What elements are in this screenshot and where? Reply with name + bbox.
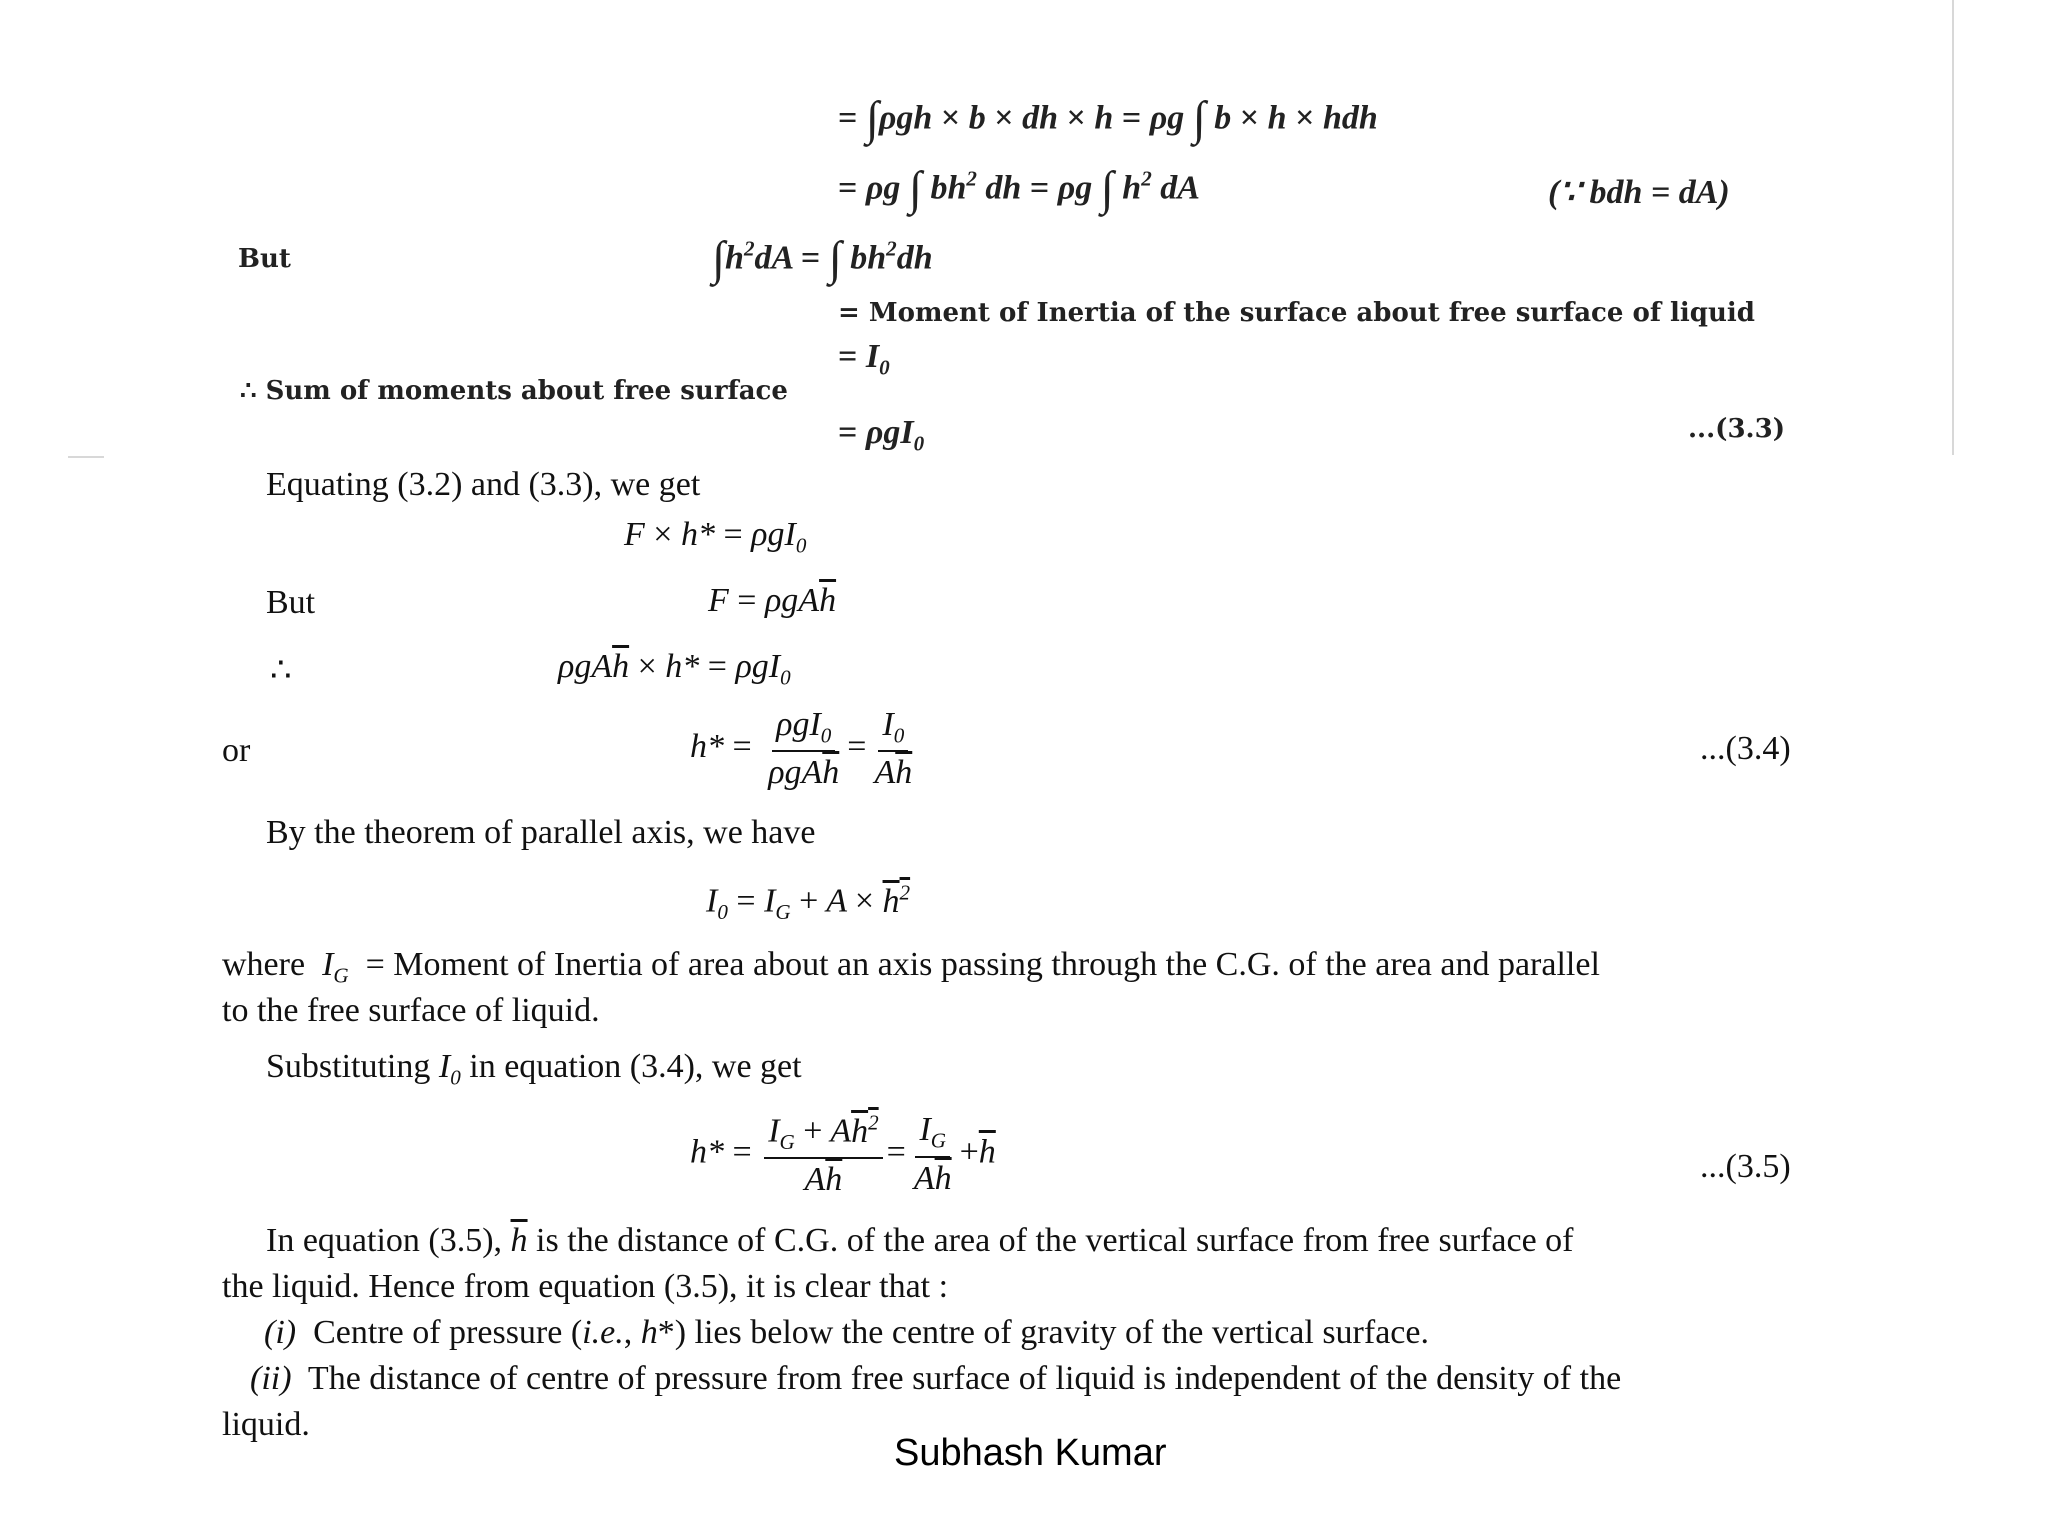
or-label: or (222, 732, 251, 769)
equation-number-3-4: ...(3.4) (1700, 730, 1791, 767)
equating-sentence: Equating (3.2) and (3.3), we get (266, 466, 701, 503)
equation-line-3: $\int h^2dA$ = ∫ $bh^2dh$ (712, 233, 933, 285)
equation-note: (∵ bdh = dA) (1548, 174, 1730, 211)
equation-number-3-3: ...(3.3) (1688, 414, 1785, 444)
substituting-sentence: Substituting $I_0$ in equation (3.4), we get (266, 1048, 802, 1090)
equation-3-5: h* = $\frac{I_G + Ah^2}{A\overline{h}}$ = $\frac{I_G}{A\overline{h}}$ $+\overline{h}$ (690, 1110, 996, 1199)
page-edge-tick (68, 456, 104, 458)
but-label: But (266, 584, 316, 621)
equation-line-2: = ρg ∫ $bh^2$ dh = ρg ∫ $h^2$ dA (838, 163, 1200, 215)
list-item-ii-continued: liquid. (222, 1406, 310, 1443)
equation-line-4: = Moment of Inertia of the surface about free surface of liquid (838, 298, 1755, 328)
equation-3-4: h* = $\frac{\rho gI_0}{\rho gA\overline{h}}$ = $\frac{I_0}{A\overline{h}}$ (690, 706, 913, 792)
but-label-top: But (238, 244, 291, 274)
equation-line-5: = $I_0$ (838, 338, 890, 380)
therefore-symbol: ∴ (270, 652, 292, 689)
equation-line-6: = ρgI$_0$ (838, 414, 925, 456)
in-equation-line-1: In equation (3.5), $\overline{h}$ is the distance of C.G. of the area of the vertical surface from free surface of (266, 1222, 1574, 1259)
in-equation-line-2: the liquid. Hence from equation (3.5), it is clear that : (222, 1268, 949, 1305)
where-line-2: to the free surface of liquid. (222, 992, 600, 1029)
equation-d: $I_0 = I_G + A \times h^2$ (706, 880, 911, 925)
therefore-sum-label: ∴ Sum of moments about free surface (240, 376, 788, 406)
equation-b: $F = \rho gA\overline{h}$ (708, 582, 837, 619)
list-item-i: (i) Centre of pressure (i.e., h*) lies below the centre of gravity of the vertical surface. (264, 1314, 1429, 1351)
where-line-1: where $I_G$ = Moment of Inertia of area about an axis passing through the C.G. of the area and parallel (222, 946, 1600, 988)
equation-c: $\rho gA\overline{h} \times h* = \rho gI_0$ (558, 648, 791, 690)
equation-number-3-5: ...(3.5) (1700, 1148, 1791, 1185)
parallel-axis-sentence: By the theorem of parallel axis, we have (266, 814, 816, 851)
list-item-ii: (ii) The distance of centre of pressure from free surface of liquid is independent of the density of the (250, 1360, 1622, 1397)
equation-a: F × h* = ρgI$_0$ (624, 516, 807, 558)
equation-line-1: = ∫ρgh × b × dh × h = ρg ∫ b × h × hdh (838, 93, 1378, 145)
author-footer: Subhash Kumar (894, 1432, 1167, 1474)
page-edge-line (1952, 0, 1954, 455)
